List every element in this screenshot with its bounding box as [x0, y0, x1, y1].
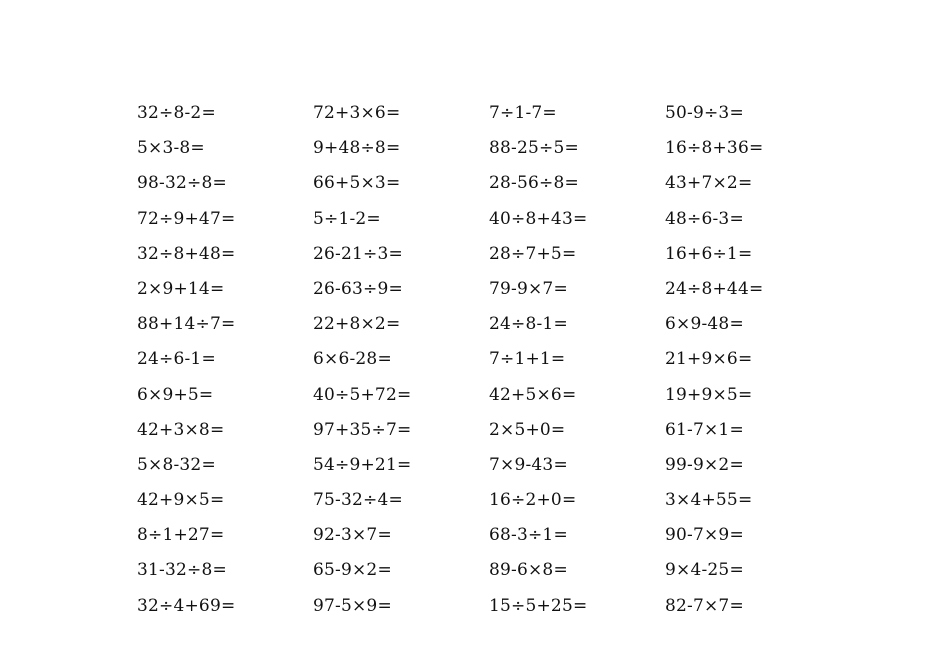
math-problem: 40÷8+43=: [489, 208, 588, 229]
math-problem: 61-7×1=: [665, 419, 744, 440]
math-problem: 16÷8+36=: [665, 138, 764, 159]
math-problem: 32÷4+69=: [137, 595, 236, 616]
math-problem: 42+5×6=: [489, 384, 577, 405]
math-problem: 5×8-32=: [137, 454, 216, 475]
math-problem: 7÷1-7=: [489, 103, 557, 123]
math-problem: 5÷1-2=: [313, 208, 381, 229]
math-problem: 2×5+0=: [489, 419, 566, 440]
math-problem: 22+8×2=: [313, 314, 401, 335]
math-problem: 7÷1+1=: [489, 349, 566, 370]
math-problem: 16÷2+0=: [489, 490, 577, 511]
problem-grid: [137, 98, 841, 626]
math-problem: 72÷9+47=: [137, 208, 236, 229]
math-problem: 6×6-28=: [313, 349, 392, 370]
math-problem: 89-6×8=: [489, 560, 568, 581]
math-problem: 97+35÷7=: [313, 419, 412, 440]
math-problem: 9×4-25=: [665, 560, 744, 581]
math-problem: 19+9×5=: [665, 384, 753, 405]
math-problem: 26-21÷3=: [313, 243, 403, 264]
math-problem: 15÷5+25=: [489, 595, 588, 616]
math-problem: 75-32÷4=: [313, 490, 403, 511]
math-problem: 24÷8-1=: [489, 314, 568, 335]
math-problem: 7×9-43=: [489, 454, 568, 475]
math-problem: 9+48÷8=: [313, 138, 401, 159]
math-problem: 48÷6-3=: [665, 208, 744, 229]
math-problem: 42+3×8=: [137, 419, 225, 440]
math-problem: 88+14÷7=: [137, 314, 236, 335]
math-problem: 68-3÷1=: [489, 525, 568, 546]
math-problem: 24÷8+44=: [665, 278, 764, 299]
math-problem: 40÷5+72=: [313, 384, 412, 405]
math-problem: 88-25÷5=: [489, 138, 579, 159]
math-problem: 90-7×9=: [665, 525, 744, 546]
math-problem: 28÷7+5=: [489, 243, 577, 264]
math-problem: 21+9×6=: [665, 349, 753, 370]
math-problem: 5×3-8=: [137, 138, 205, 159]
math-problem: 92-3×7=: [313, 525, 392, 546]
math-problem: 65-9×2=: [313, 560, 392, 581]
math-problem: 32÷8+48=: [137, 243, 236, 264]
math-problem: 32÷8-2=: [137, 103, 216, 123]
math-problem: 31-32÷8=: [137, 560, 227, 581]
math-problem: 3×4+55=: [665, 490, 753, 511]
math-problem: 98-32÷8=: [137, 173, 227, 194]
math-problem: 43+7×2=: [665, 173, 753, 194]
math-problem: 82-7×7=: [665, 595, 744, 616]
math-problem: 99-9×2=: [665, 454, 744, 475]
math-problem: 54÷9+21=: [313, 454, 412, 475]
math-problem: 16+6÷1=: [665, 243, 753, 264]
math-problem: 6×9-48=: [665, 314, 744, 335]
math-problem: 66+5×3=: [313, 173, 401, 194]
math-problem: 72+3×6=: [313, 103, 401, 123]
math-problem: 97-5×9=: [313, 595, 392, 616]
math-problem: 2×9+14=: [137, 278, 225, 299]
math-problem: 28-56÷8=: [489, 173, 579, 194]
math-problem: 6×9+5=: [137, 384, 214, 405]
math-problem: 42+9×5=: [137, 490, 225, 511]
math-problem: 8÷1+27=: [137, 525, 225, 546]
math-problem: 24÷6-1=: [137, 349, 216, 370]
math-problem: 50-9÷3=: [665, 103, 744, 123]
math-problem: 26-63÷9=: [313, 278, 403, 299]
math-problem: 79-9×7=: [489, 278, 568, 299]
